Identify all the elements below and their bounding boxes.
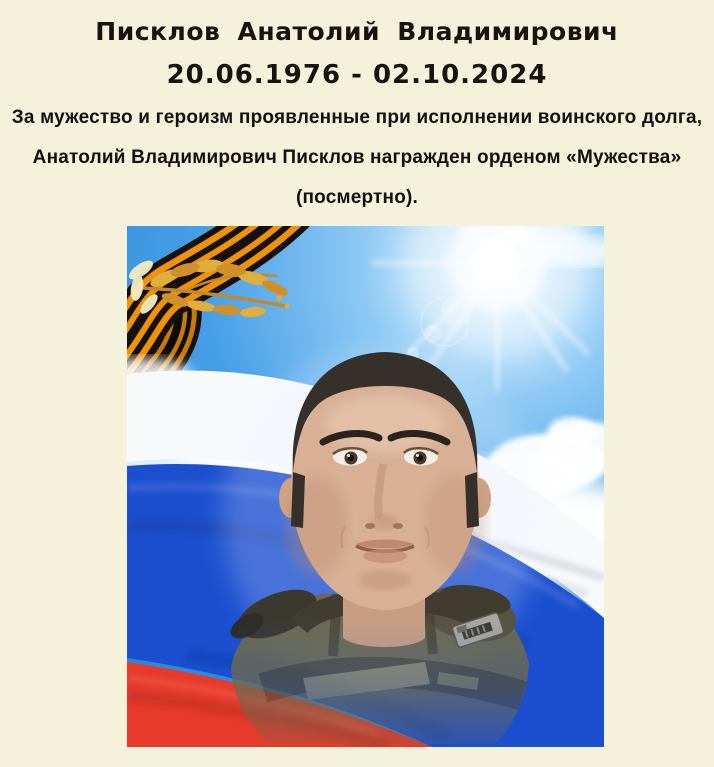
citation-line-2: Анатолий Владимирович Писклов награжден орденом «Мужества»	[32, 147, 682, 168]
citation-line-1: За мужество и героизм проявленные при исполнении воинского долга,	[11, 107, 703, 128]
memorial-name: Писклов Анатолий Владимирович	[95, 17, 619, 46]
citation-line-3: (посмертно).	[295, 187, 419, 208]
citation-block	[0, 98, 714, 218]
memorial-photo	[127, 226, 604, 747]
soldier-face	[279, 352, 491, 610]
memorial-dates: 20.06.1976 - 02.10.2024	[166, 60, 548, 90]
